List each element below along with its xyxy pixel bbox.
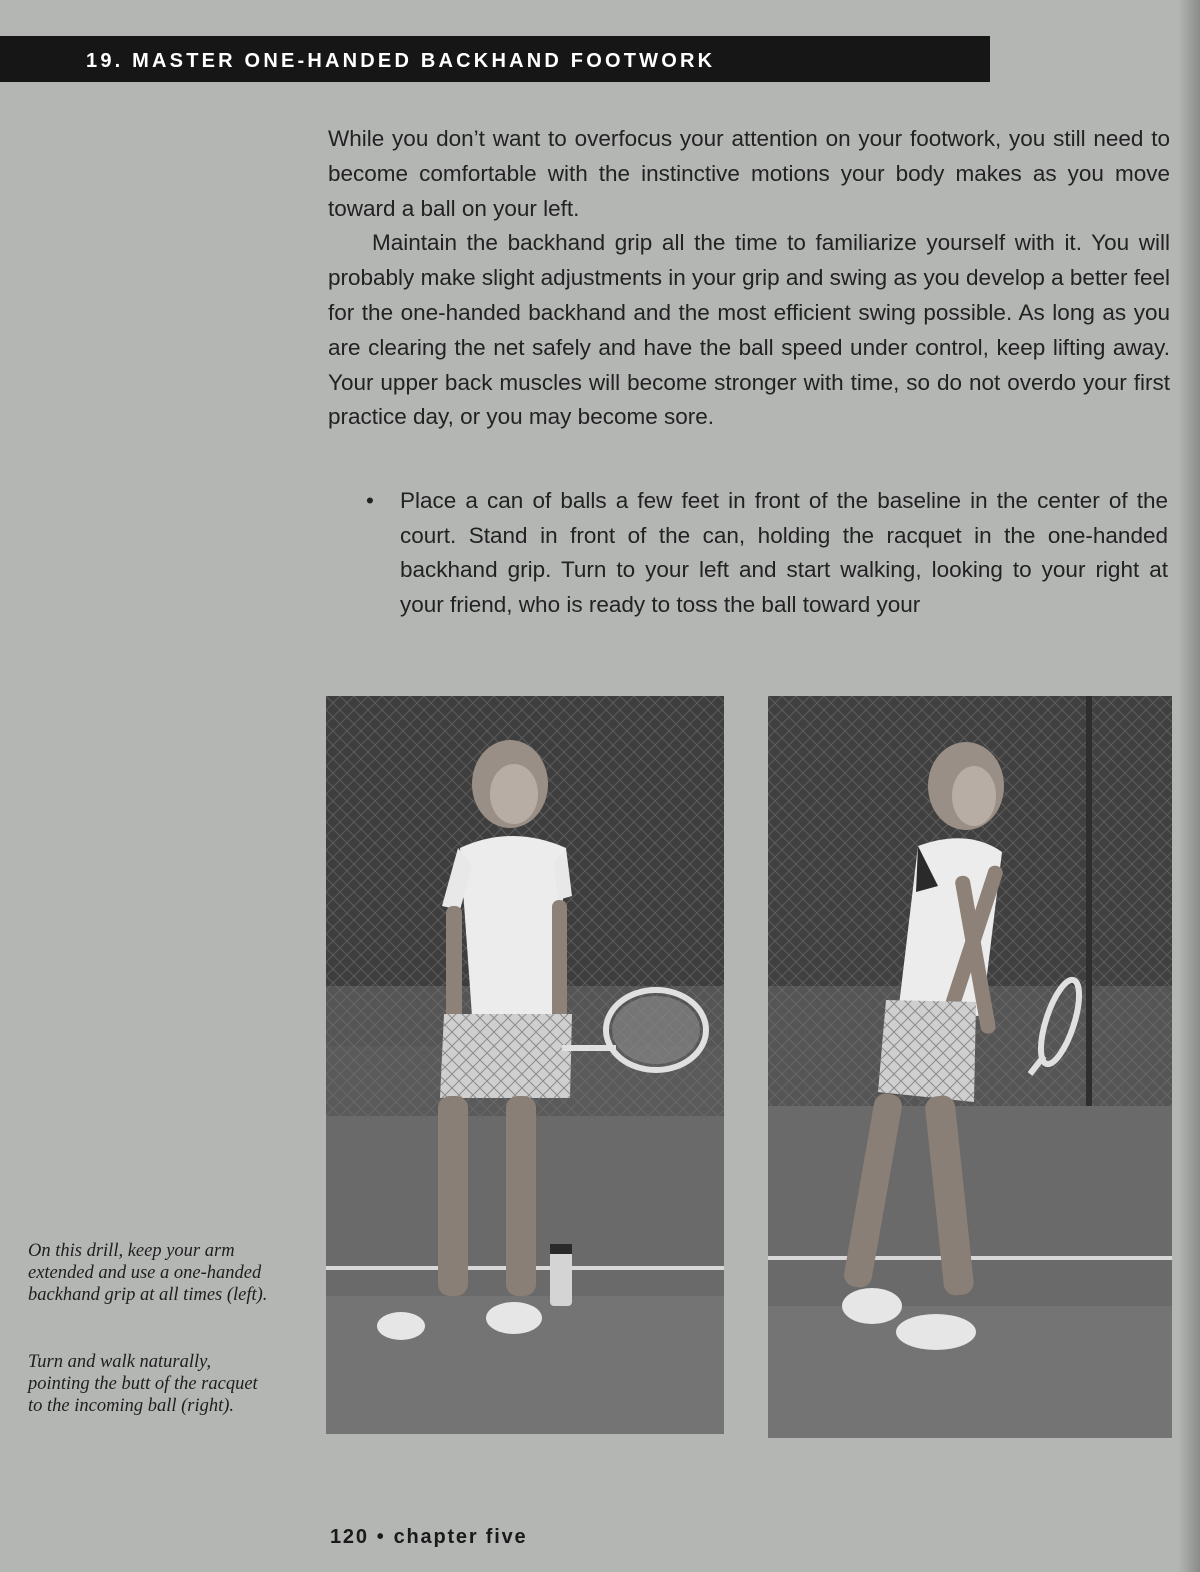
photo-right-player-walking — [768, 696, 1172, 1438]
paragraph-2: Maintain the backhand grip all the time to familiarize yourself with it. You will probably make slight adjustments in your grip and swing as you develop a better feel for the one-handed backhand and the most efficient swing possible. As long as you are clearing the net safely and have the ball speed under control, keep lifting away. Your upper back muscles will become stronger with time, so do not overdo your first practice day, or you may become sore. — [328, 230, 1170, 430]
bullet-dot: • — [366, 488, 374, 513]
body-text — [328, 122, 1170, 435]
caption-left: On this drill, keep your arm extended and use a one-handed backhand grip at all times (left). — [28, 1241, 268, 1305]
page-number: 120 — [330, 1526, 369, 1548]
paragraph-1: While you don’t want to overfocus your attention on your footwork, you still need to become comfortable with the instinctive motions your body makes as you move toward a ball on your left. — [328, 126, 1170, 221]
caption-right: Turn and walk naturally, pointing the butt of the racquet to the incoming ball (right). — [28, 1352, 258, 1416]
chapter-label: chapter five — [393, 1526, 528, 1548]
section-title: 19. MASTER ONE-HANDED BACKHAND FOOTWORK — [86, 50, 716, 72]
photo-left-player-ready — [326, 696, 724, 1434]
bullet-text: Place a can of balls a few feet in front of the baseline in the center of the court. Stand in front of the can, holding the racquet in the one-handed backhand grip. Turn to your left and start walking, looking to your right at your friend, who is ready to toss the ball toward your — [400, 488, 1168, 617]
photo-right-illustration — [768, 696, 1172, 1438]
photo-left-illustration — [326, 696, 724, 1434]
page-footer — [330, 1526, 527, 1554]
footer-separator: • — [376, 1526, 386, 1548]
section-header-bar — [0, 36, 990, 82]
page-edge-shadow — [1178, 0, 1200, 1572]
